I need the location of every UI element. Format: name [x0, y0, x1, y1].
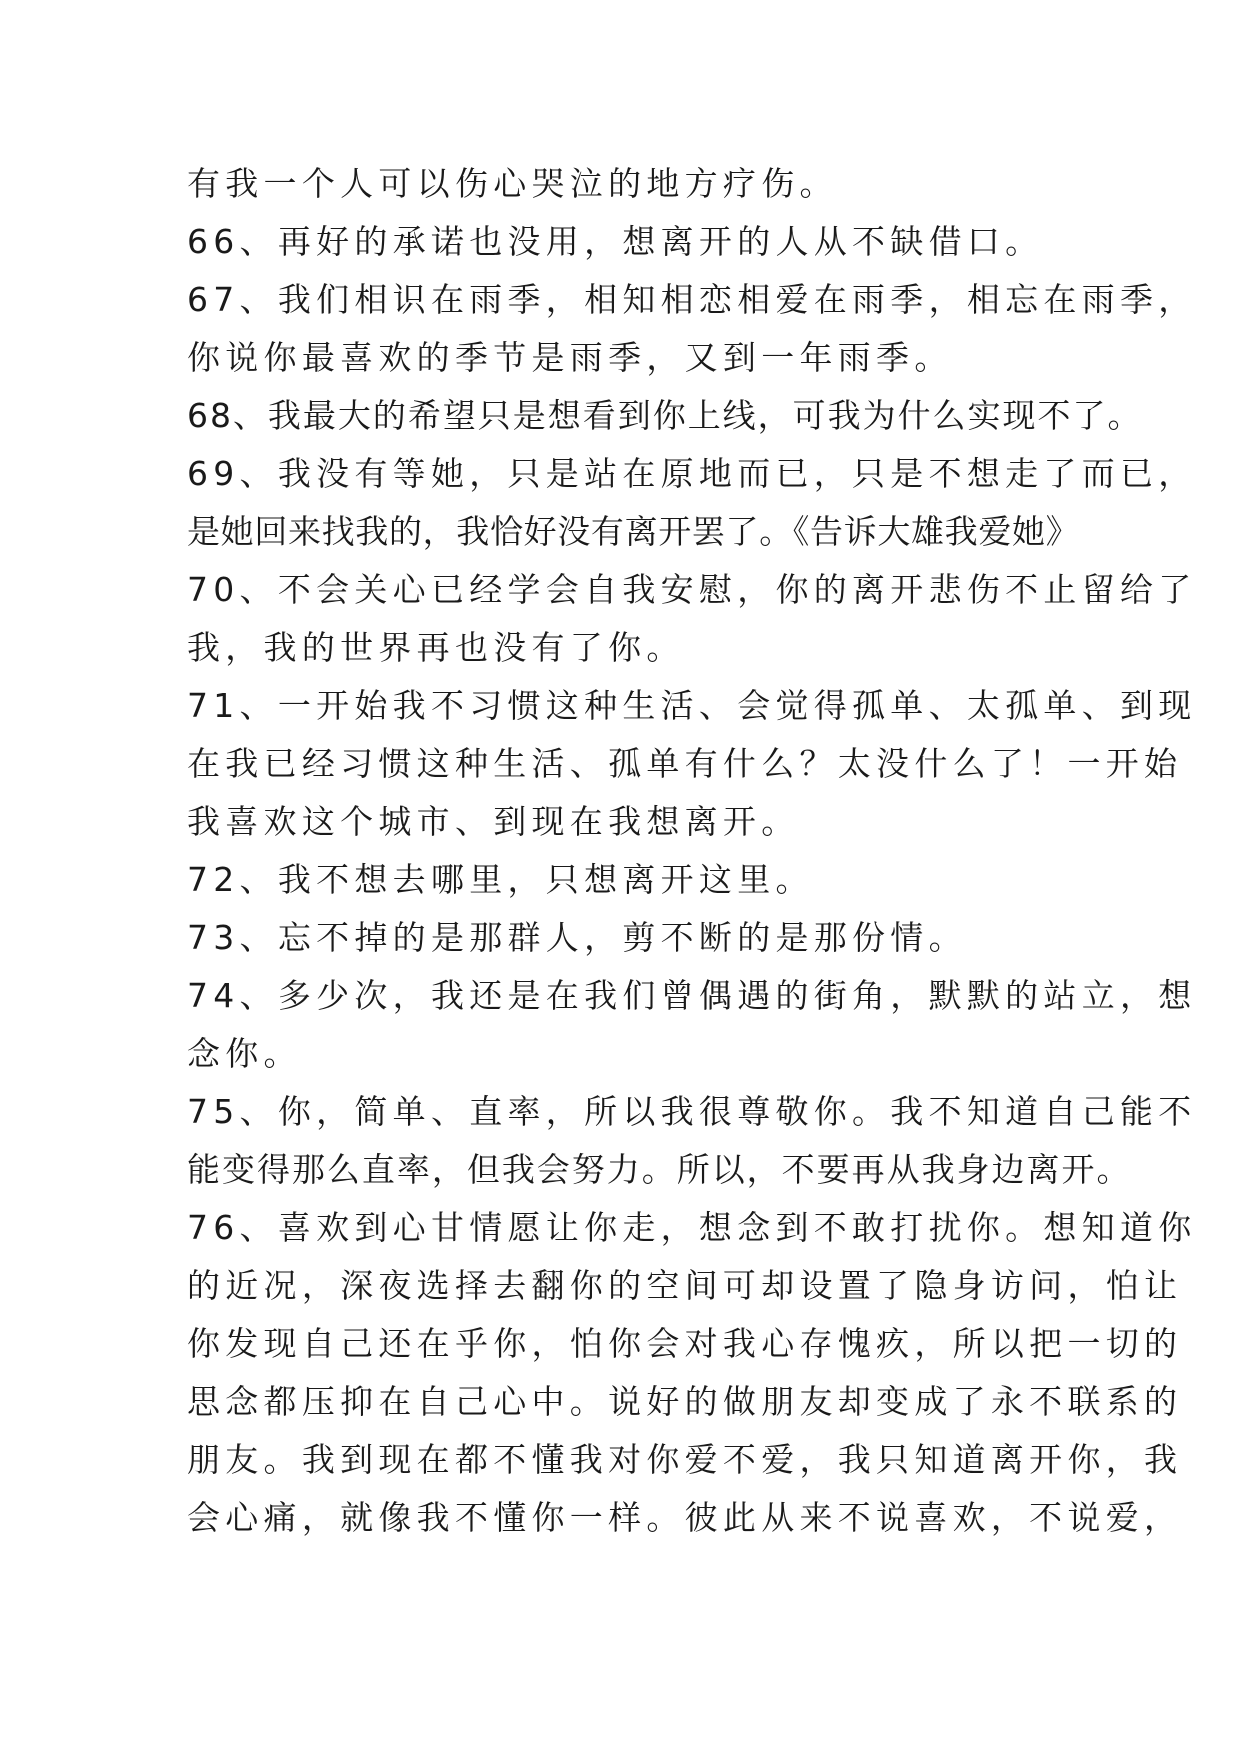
text-line: 74、多少次，我还是在我们曾偶遇的街角，默默的站立，想 [187, 976, 1197, 1015]
text-line: 73、忘不掉的是那群人，剪不断的是那份情。 [187, 918, 967, 957]
text-line: 的近况，深夜选择去翻你的空间可却设置了隐身访问，怕让 [187, 1266, 1183, 1305]
text-line: 我喜欢这个城市、到现在我想离开。 [187, 802, 800, 841]
text-line: 在我已经习惯这种生活、孤单有什么？太没什么了！一开始 [187, 744, 1183, 783]
text-line: 我，我的世界再也没有了你。 [187, 628, 685, 667]
text-line: 朋友。我到现在都不懂我对你爱不爱，我只知道离开你，我 [187, 1440, 1183, 1479]
text-line: 有我一个人可以伤心哭泣的地方疗伤。 [187, 164, 838, 203]
body-text [187, 155, 1197, 1547]
text-line: 68、我最大的希望只是想看到你上线，可我为什么实现不了。 [187, 396, 1143, 435]
text-line: 69、我没有等她，只是站在原地而已，只是不想走了而已， [187, 454, 1197, 493]
text-line: 70、不会关心已经学会自我安慰，你的离开悲伤不止留给了 [187, 570, 1197, 609]
text-line: 你发现自己还在乎你，怕你会对我心存愧疚，所以把一切的 [187, 1324, 1183, 1363]
text-line: 念你。 [187, 1034, 302, 1073]
text-line: 71、一开始我不习惯这种生活、会觉得孤单、太孤单、到现 [187, 686, 1197, 725]
text-line: 66、再好的承诺也没用，想离开的人从不缺借口。 [187, 222, 1044, 261]
text-line: 能变得那么直率，但我会努力。所以，不要再从我身边离开。 [187, 1150, 1132, 1189]
text-line: 72、我不想去哪里，只想离开这里。 [187, 860, 814, 899]
text-line: 75、你，简单、直率，所以我很尊敬你。我不知道自己能不 [187, 1092, 1197, 1131]
text-line: 思念都压抑在自己心中。说好的做朋友却变成了永不联系的 [187, 1382, 1183, 1421]
text-line: 会心痛，就像我不懂你一样。彼此从来不说喜欢，不说爱， [187, 1498, 1183, 1537]
text-line: 你说你最喜欢的季节是雨季，又到一年雨季。 [187, 338, 953, 377]
text-line: 67、我们相识在雨季，相知相恋相爱在雨季，相忘在雨季， [187, 280, 1197, 319]
text-line: 是她回来找我的，我恰好没有离开罢了。《告诉大雄我爱她》 [187, 512, 1080, 551]
text-line: 76、喜欢到心甘情愿让你走，想念到不敢打扰你。想知道你 [187, 1208, 1197, 1247]
